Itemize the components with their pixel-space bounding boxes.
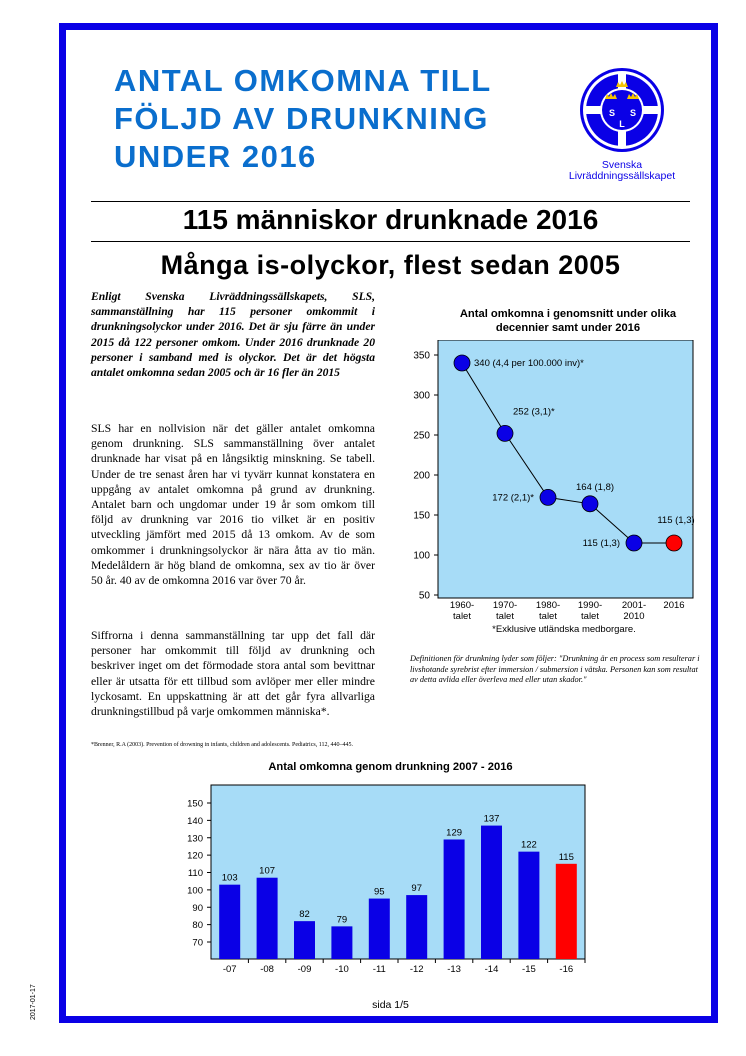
yearly-bar-chart xyxy=(165,775,605,975)
data-label: 340 (4,4 per 100.000 inv)* xyxy=(474,358,584,369)
x-tick-label: talet xyxy=(581,611,599,622)
data-point xyxy=(454,355,470,371)
lead-paragraph: Enligt Svenska Livräddningssällskapets, SLS, sammanställning har 115 personer omkommit i drunkningsolyckor under 2016. Det är sju färre än under 2015 då 122 personer omkom. Under 2016 drunknade 20 personer i samband med is olyckor. Det är det högsta antalet omkomna sedan 2005 och är 16 fler än 2015 xyxy=(91,290,375,380)
logo-letter-s: S xyxy=(608,108,616,118)
logo-letter-l: L xyxy=(619,119,625,129)
lifebuoy-icon xyxy=(565,65,679,160)
data-point xyxy=(582,496,598,512)
x-tick-label: -10 xyxy=(335,964,349,975)
y-tick-label: 80 xyxy=(192,920,203,932)
x-tick-label: -12 xyxy=(409,964,424,975)
body-paragraph-2: Siffrorna i denna sammanställning tar upp det fall där personer har omkommit till följd av drunkning och beskriver inget om det förmodade stora antal som bevittnar eller är utsatta för ett tillbud som avlöper mer eller mindre lyckosamt. En uppskattning är att det går fyra allvarliga drunkningstillbud på varje omkommen människa*. xyxy=(91,629,375,719)
data-point xyxy=(666,535,682,551)
side-date: 2017-01-17 xyxy=(30,984,37,1020)
bar-value-label: 79 xyxy=(336,914,348,926)
bar xyxy=(219,885,240,959)
definition-note: Definitionen för drunkning lyder som följer: "Drunkning är en process som resulterar i livshotande syrebrist efter immersion / submersion i vätska. Personen kan som resultat av detta avlida eller överleva med eller utan skador." xyxy=(410,654,700,684)
x-tick-label: -15 xyxy=(522,964,536,975)
x-tick-label: 1990- xyxy=(577,600,603,611)
logo-text xyxy=(565,160,679,182)
bar-value-label: 107 xyxy=(259,865,276,877)
bar-value-label: 137 xyxy=(483,813,500,825)
divider xyxy=(91,201,690,202)
bar xyxy=(294,921,315,959)
logo-line1: Svenska xyxy=(601,159,643,171)
data-label: 115 (1,3) xyxy=(582,538,620,549)
logo-letter-s: S xyxy=(629,108,637,118)
data-label: 252 (3,1)* xyxy=(513,406,555,418)
x-tick-label: 1970- xyxy=(492,600,518,611)
x-tick-label: 2010 xyxy=(623,611,645,622)
x-tick-label: 1980- xyxy=(535,600,561,611)
plot-area xyxy=(438,340,693,598)
x-tick-label: 1960- xyxy=(449,600,475,611)
bar xyxy=(444,839,465,959)
y-tick-label: 250 xyxy=(413,430,430,442)
bar xyxy=(369,899,390,959)
x-tick-label: -14 xyxy=(484,964,499,975)
bar-value-label: 115 xyxy=(558,851,574,863)
x-tick-label: talet xyxy=(496,611,514,622)
data-point xyxy=(540,489,556,505)
bar xyxy=(518,852,539,959)
body-paragraph-1: SLS har en nollvision när det gäller antalet omkomna genom drunkning. SLS sammanställning över antalet drunknade har visat på en långsiktig minskning. Se tabell. Under de tre senast åren har vi tyvärr kunnat konstatera en uppgång av antalet omkomna på grund av drunkning. Antalet barn och ungdomar under 19 år som omkom till följd av drunkning var 2016 tio vilket är en positiv utveckling jämfört med 2015 då 13 omkom. Av de som omkommer i drunkningsolyckor är nära åtta av tio män. Medelåldern är hög bland de omkomna, sex av tio är över 50 år. 40 av de omkomna 2016 var över 70 år. xyxy=(91,422,375,588)
sls-logo xyxy=(565,65,679,190)
chart2-title: Antal omkomna genom drunkning 2007 - 2016 xyxy=(268,761,513,773)
x-tick-label: -13 xyxy=(447,964,461,975)
logo-line2: Livräddningssällskapet xyxy=(568,170,676,182)
chart1-title: Antal omkomna i genomsnitt under olika decennier samt under 2016 xyxy=(459,308,677,334)
x-tick-label: -16 xyxy=(559,964,574,975)
y-tick-label: 130 xyxy=(187,833,203,845)
y-tick-label: 120 xyxy=(187,850,203,862)
y-tick-label: 150 xyxy=(413,510,430,522)
chart-note: *Exklusive utländska medborgare. xyxy=(492,624,636,635)
y-tick-label: 100 xyxy=(413,550,430,562)
data-point xyxy=(626,535,642,551)
x-tick-label: -08 xyxy=(260,964,274,975)
y-tick-label: 90 xyxy=(192,902,203,914)
y-tick-label: 200 xyxy=(413,470,430,482)
data-label: 115 (1,3) xyxy=(657,515,695,526)
y-tick-label: 100 xyxy=(187,885,203,897)
bar-value-label: 129 xyxy=(446,827,463,839)
decade-line-chart xyxy=(398,340,698,640)
y-tick-label: 50 xyxy=(418,590,430,602)
y-tick-label: 150 xyxy=(187,798,203,810)
y-tick-label: 70 xyxy=(192,937,203,949)
data-label: 172 (2,1)* xyxy=(492,492,534,504)
page-title: ANTAL OMKOMNA TILL FÖLJD AV DRUNKNING UNDER 2016 xyxy=(114,63,492,174)
page-number: sida 1/5 xyxy=(372,999,409,1011)
data-label: 164 (1,8) xyxy=(576,481,615,493)
bar xyxy=(406,895,427,959)
bar xyxy=(481,826,502,959)
bar-value-label: 95 xyxy=(374,886,385,898)
y-tick-label: 140 xyxy=(187,815,203,827)
bar xyxy=(331,926,352,959)
y-tick-label: 300 xyxy=(413,390,430,402)
bar xyxy=(556,864,577,959)
bar-value-label: 97 xyxy=(411,883,422,895)
x-tick-label: -11 xyxy=(372,964,386,975)
bar-value-label: 82 xyxy=(299,909,310,921)
x-tick-label: 2001- xyxy=(621,600,647,611)
bar-value-label: 103 xyxy=(221,872,238,884)
footnote: *Brenner, R.A (2003). Prevention of drowning in infants, children and adolescents. Pediatrics, 112, 440–445. xyxy=(91,742,353,748)
x-tick-label: -09 xyxy=(297,964,312,975)
bar xyxy=(257,878,278,959)
headline-primary: 115 människor drunknade 2016 xyxy=(182,204,599,235)
y-tick-label: 350 xyxy=(413,350,430,362)
x-tick-label: talet xyxy=(453,611,471,622)
divider xyxy=(91,241,690,242)
data-point xyxy=(497,425,513,441)
headline-secondary: Många is-olyckor, flest sedan 2005 xyxy=(160,250,621,280)
x-tick-label: talet xyxy=(539,611,557,622)
x-tick-label: -07 xyxy=(222,964,237,975)
y-tick-label: 110 xyxy=(187,868,203,879)
x-tick-label: 2016 xyxy=(663,600,685,611)
bar-value-label: 122 xyxy=(520,839,537,851)
